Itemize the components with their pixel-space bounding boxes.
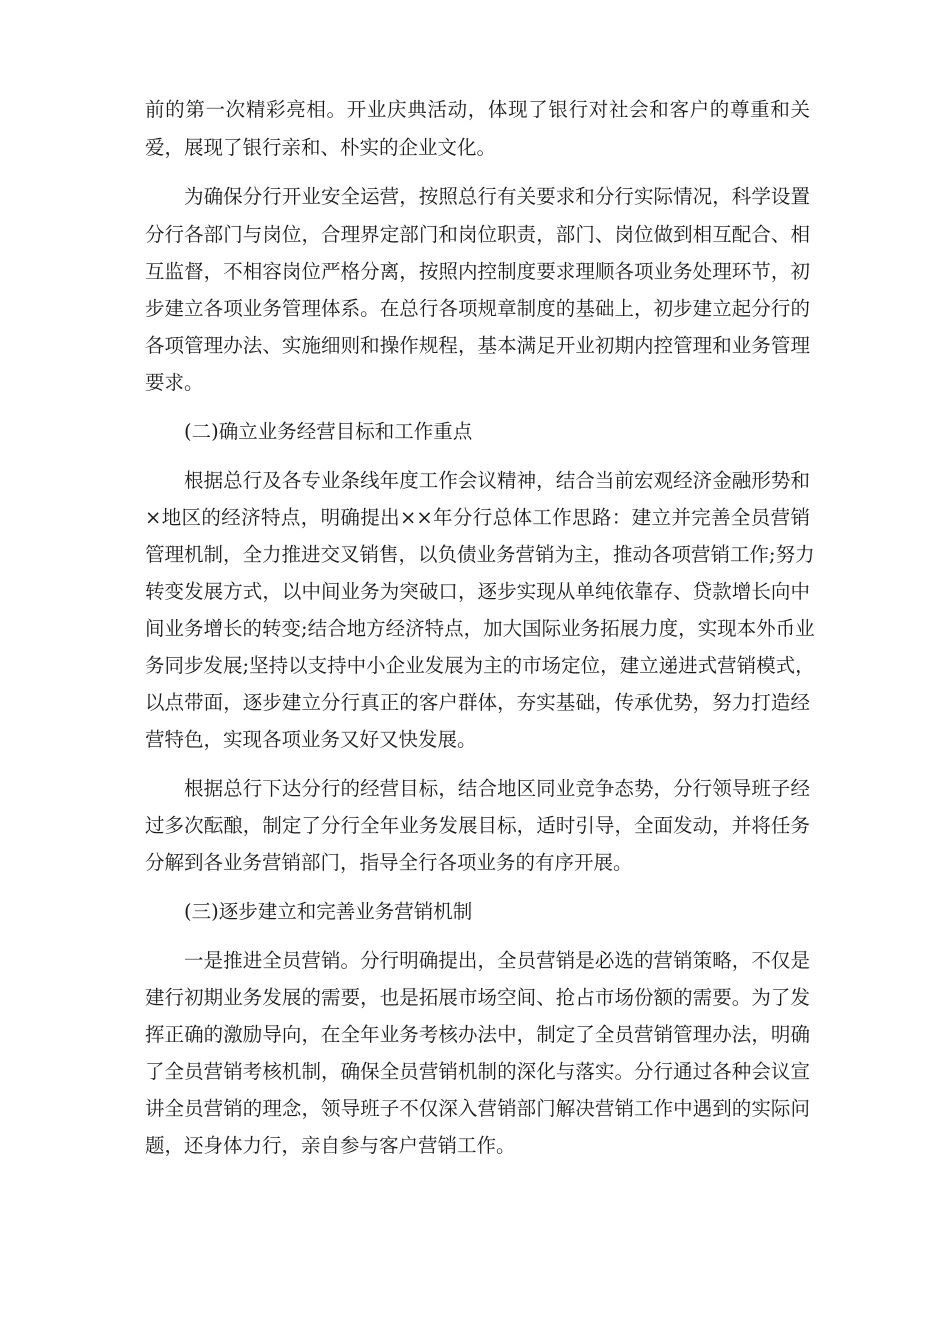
paragraph-3-line-4: 转变发展方式，以中间业务为突破口，逐步实现从单纯依靠存、贷款增长向中 — [145, 580, 810, 603]
paragraph-1-line-1: 前的第一次精彩亮相。开业庆典活动，体现了银行对社会和客户的尊重和关 — [145, 98, 810, 121]
paragraph-5-line-1: 一是推进全员营销。分行明确提出，全员营销是必选的营销策略，不仅是 — [184, 949, 810, 972]
paragraph-3-line-5: 间业务增长的转变;结合地方经济特点，加大国际业务拓展力度，实现本外币业 — [145, 617, 815, 640]
paragraph-3-line-1: 根据总行及各专业条线年度工作会议精神，结合当前宏观经济金融形势和 — [184, 469, 810, 492]
paragraph-3-line-8: 营特色，实现各项业务又好又快发展。 — [145, 728, 477, 751]
paragraph-5-line-5: 讲全员营销的理念，领导班子不仅深入营销部门解决营销工作中遇到的实际问 — [145, 1097, 810, 1120]
paragraph-1-line-2: 爱，展现了银行亲和、朴实的企业文化。 — [145, 136, 497, 159]
section-heading-2: (二)确立业务经营目标和工作重点 — [184, 420, 473, 443]
paragraph-3-line-3: 管理机制，全力推进交叉销售，以负债业务营销为主，推动各项营销工作;努力 — [145, 543, 815, 566]
paragraph-3-line-7: 以点带面，逐步建立分行真正的客户群体，夯实基础，传承优势，努力打造经 — [145, 691, 810, 714]
paragraph-4-line-1: 根据总行下达分行的经营目标，结合地区同业竞争态势，分行领导班子经 — [184, 777, 810, 800]
paragraph-5-line-3: 挥正确的激励导向，在全年业务考核办法中，制定了全员营销管理办法，明确 — [145, 1023, 810, 1046]
section-heading-3: (三)逐步建立和完善业务营销机制 — [184, 900, 473, 923]
paragraph-4-line-2: 过多次酝酿，制定了分行全年业务发展目标，适时引导，全面发动，并将任务 — [145, 814, 810, 837]
paragraph-3-line-2: ×地区的经济特点，明确提出××年分行总体工作思路：建立并完善全员营销 — [145, 506, 810, 529]
paragraph-2-line-5: 各项管理办法、实施细则和操作规程，基本满足开业初期内控管理和业务管理 — [145, 334, 810, 357]
paragraph-3-line-6: 务同步发展;坚持以支持中小企业发展为主的市场定位，建立递进式营销模式， — [145, 654, 815, 677]
paragraph-5-line-4: 了全员营销考核机制，确保全员营销机制的深化与落实。分行通过各种会议宣 — [145, 1060, 810, 1083]
paragraph-2-line-3: 互监督，不相容岗位严格分离，按照内控制度要求理顺各项业务处理环节，初 — [145, 260, 810, 283]
paragraph-2-line-2: 分行各部门与岗位，合理界定部门和岗位职责，部门、岗位做到相互配合、相 — [145, 223, 810, 246]
paragraph-5-line-2: 建行初期业务发展的需要，也是拓展市场空间、抢占市场份额的需要。为了发 — [145, 986, 810, 1009]
paragraph-2-line-6: 要求。 — [145, 371, 204, 394]
paragraph-2-line-1: 为确保分行开业安全运营，按照总行有关要求和分行实际情况，科学设置 — [184, 185, 810, 208]
paragraph-5-line-6: 题，还身体力行，亲自参与客户营销工作。 — [145, 1134, 516, 1157]
paragraph-4-line-3: 分解到各业务营销部门，指导全行各项业务的有序开展。 — [145, 851, 633, 874]
paragraph-2-line-4: 步建立各项业务管理体系。在总行各项规章制度的基础上，初步建立起分行的 — [145, 297, 810, 320]
